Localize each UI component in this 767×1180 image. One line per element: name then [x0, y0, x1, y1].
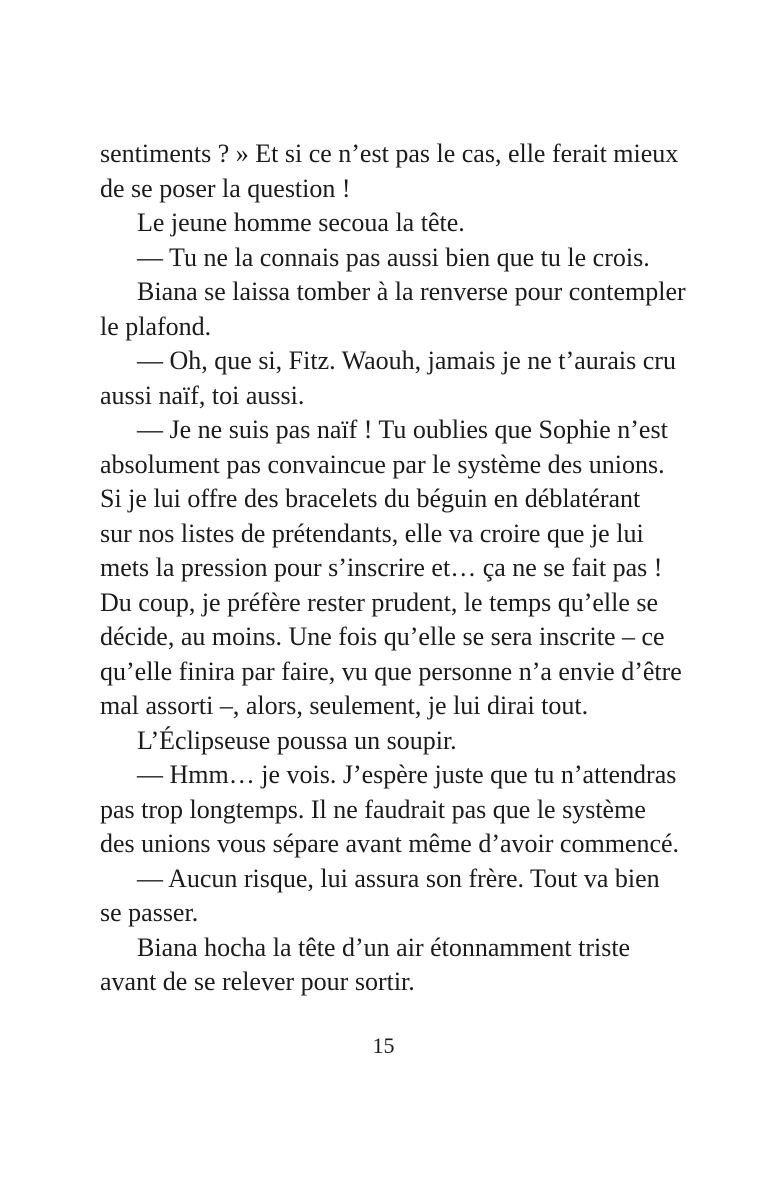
- text-line: avant de se relever pour sortir.: [100, 967, 415, 996]
- text-line: sur nos listes de prétendants, elle va croire que je lui: [100, 518, 644, 548]
- text-line: L’Éclipseuse poussa un soupir.: [137, 725, 457, 755]
- text-line: mal assorti –, alors, seulement, je lui dirai tout.: [100, 691, 589, 720]
- text-line: Du coup, je préfère rester prudent, le temps qu’elle se: [100, 587, 659, 617]
- text-line: se passer.: [100, 898, 199, 927]
- text-line: — Je ne suis pas naïf ! Tu oublies que Sophie n’est: [137, 415, 668, 444]
- text-line: aussi naïf, toi aussi.: [100, 380, 305, 410]
- text-line: mets la pression pour s’inscrire et… ça ne se fait pas !: [100, 553, 663, 582]
- text-line: qu’elle finira par faire, vu que personne n’a envie d’être: [100, 656, 682, 686]
- text-line: Si je lui offre des bracelets du béguin en déblatérant: [100, 484, 641, 513]
- text-line: sentiments ? » Et si ce n’est pas le cas, elle ferait mieux: [100, 139, 679, 168]
- text-line: — Oh, que si, Fitz. Waouh, jamais je ne t’aurais cru: [137, 346, 676, 375]
- text-line: Biana se laissa tomber à la renverse pour contempler: [137, 277, 686, 306]
- text-line: des unions vous sépare avant même d’avoir commencé.: [100, 829, 680, 858]
- text-line: — Aucun risque, lui assura son frère. Tout va bien: [137, 863, 660, 893]
- text-line: le plafond.: [100, 311, 212, 341]
- text-line: pas trop longtemps. Il ne faudrait pas que le système: [100, 794, 646, 824]
- text-line: — Hmm… je vois. J’espère juste que tu n’attendras: [137, 760, 677, 789]
- text-line: — Tu ne la connais pas aussi bien que tu le crois.: [137, 242, 650, 272]
- text-line: Le jeune homme secoua la tête.: [137, 208, 465, 237]
- text-line: décide, au moins. Une fois qu’elle se sera inscrite – ce: [100, 622, 665, 651]
- text-line: absolument pas convaincue par le système des unions.: [100, 449, 665, 479]
- page-number: 15: [372, 1033, 395, 1058]
- text-line: Biana hocha la tête d’un air étonnamment triste: [137, 932, 631, 962]
- body-text: [100, 137, 690, 1000]
- text-line: de se poser la question !: [100, 173, 351, 203]
